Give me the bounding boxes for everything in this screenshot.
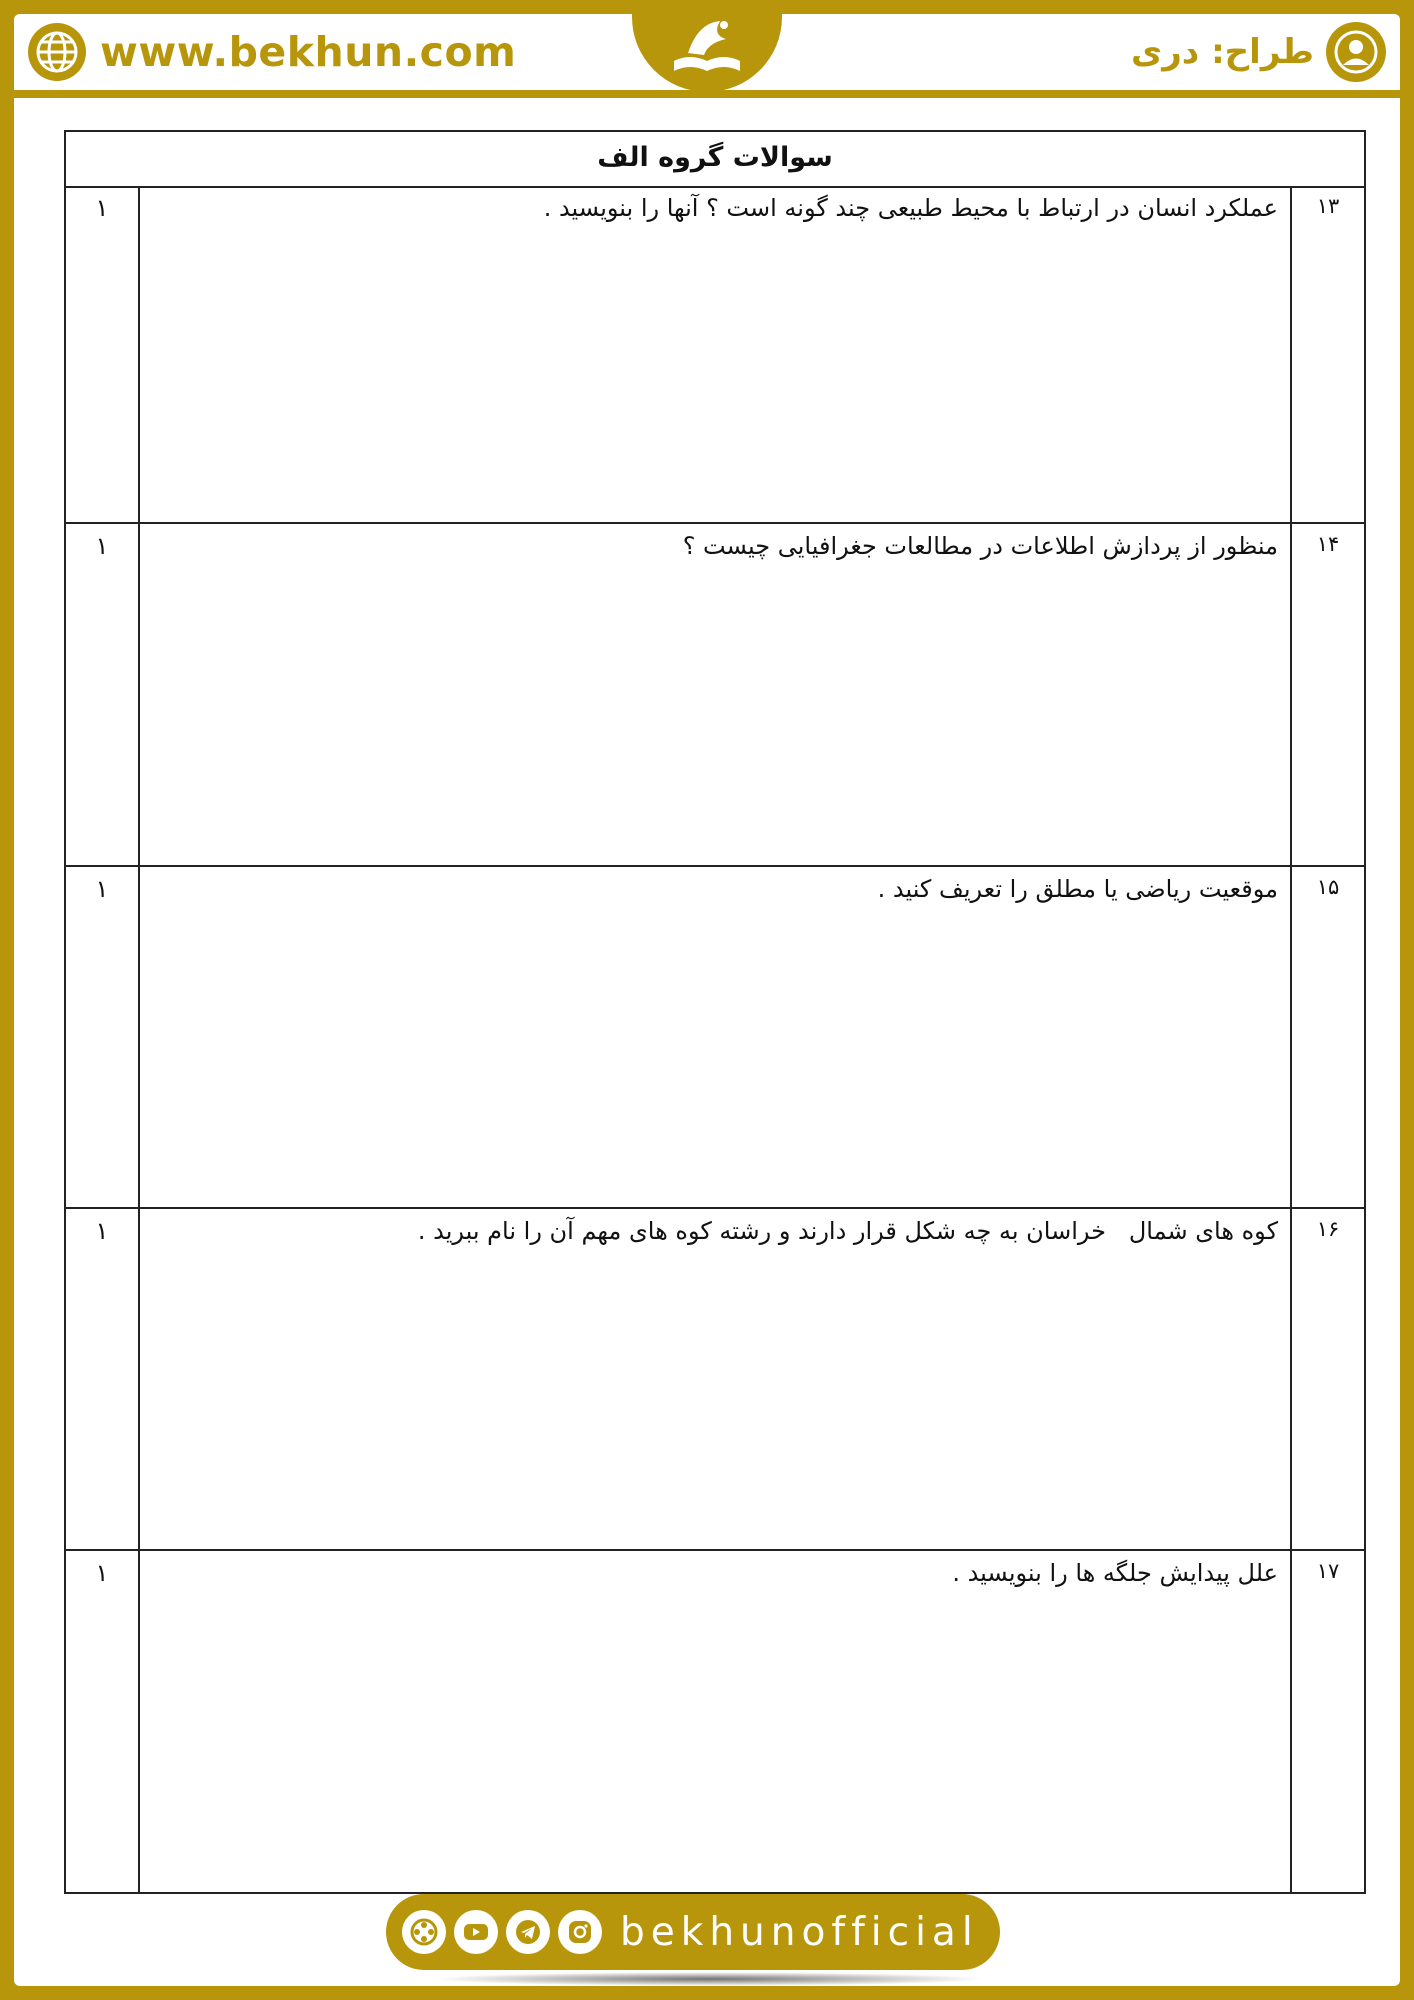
question-row bbox=[66, 524, 1364, 867]
question-number: ۱۳ bbox=[1290, 186, 1364, 522]
question-text: عملکرد انسان در ارتباط با محیط طبیعی چند گونه است ؟ آنها را بنویسید . bbox=[543, 194, 1278, 222]
question-score: ۱ bbox=[66, 1551, 140, 1892]
question-score: ۱ bbox=[66, 186, 140, 522]
question-score: ۱ bbox=[66, 524, 140, 865]
question-row bbox=[66, 186, 1364, 524]
social-footer bbox=[386, 1894, 1000, 1970]
exam-page bbox=[14, 14, 1400, 1986]
brand-logo bbox=[632, 14, 782, 92]
designer-info bbox=[1131, 21, 1386, 83]
question-row bbox=[66, 1551, 1364, 1892]
question-row bbox=[66, 1209, 1364, 1551]
globe-icon bbox=[28, 23, 86, 81]
youtube-icon[interactable] bbox=[454, 1910, 498, 1954]
question-text: منظور از پردازش اطلاعات در مطالعات جغرافیایی چیست ؟ bbox=[682, 532, 1278, 560]
question-text: موقعیت ریاضی یا مطلق را تعریف کنید . bbox=[877, 875, 1278, 903]
question-score: ۱ bbox=[66, 1209, 140, 1549]
social-handle: bekhunofficial bbox=[620, 1909, 979, 1955]
designer-label: طراح: دری bbox=[1131, 32, 1314, 72]
question-number: ۱۷ bbox=[1290, 1551, 1364, 1892]
telegram-icon[interactable] bbox=[506, 1910, 550, 1954]
footer-shadow bbox=[430, 1972, 986, 1986]
question-text: علل پیدایش جلگه ها را بنویسید . bbox=[952, 1559, 1278, 1587]
question-number: ۱۶ bbox=[1290, 1209, 1364, 1549]
film-reel-icon[interactable] bbox=[402, 1910, 446, 1954]
website-url: www.bekhun.com bbox=[100, 28, 517, 76]
section-title: سوالات گروه الف bbox=[66, 132, 1364, 188]
question-number: ۱۴ bbox=[1290, 524, 1364, 865]
question-text: کوه های شمال خراسان به چه شکل قرار دارند و رشته کوه های مهم آن را نام ببرید . bbox=[417, 1217, 1278, 1245]
book-logo-icon bbox=[661, 14, 753, 82]
question-row bbox=[66, 867, 1364, 1209]
question-score: ۱ bbox=[66, 867, 140, 1207]
header-bar bbox=[14, 14, 1400, 98]
exam-table bbox=[64, 130, 1366, 1894]
instagram-icon[interactable] bbox=[558, 1910, 602, 1954]
website-link[interactable] bbox=[28, 21, 516, 83]
user-icon bbox=[1326, 22, 1386, 82]
question-number: ۱۵ bbox=[1290, 867, 1364, 1207]
